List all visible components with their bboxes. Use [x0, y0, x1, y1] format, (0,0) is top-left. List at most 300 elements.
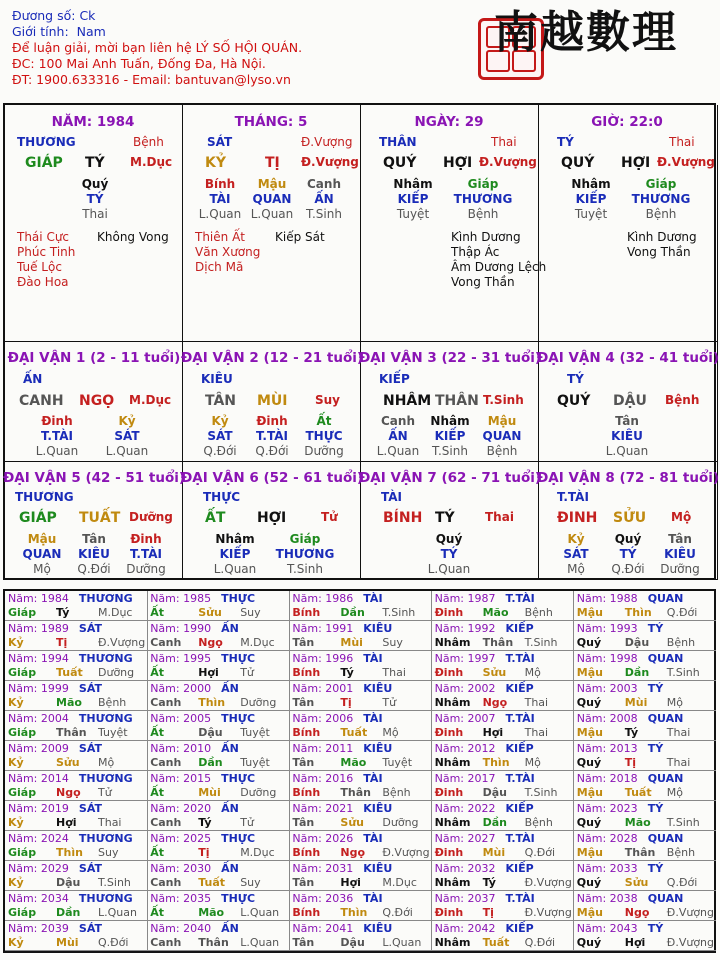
- dai-van-cell: [358, 342, 542, 462]
- year-branch: Tị: [198, 846, 210, 859]
- year-ten-god: ẤN: [221, 622, 239, 635]
- year-label: Năm: 2008: [576, 712, 638, 725]
- year-stage: Mộ: [666, 786, 684, 799]
- hidden-stem: Bính: [204, 177, 236, 191]
- year-stage: Tuyệt: [382, 756, 413, 769]
- year-label: Năm: 2014: [8, 772, 69, 785]
- year-ten-god: T.TÀI: [505, 652, 535, 665]
- year-branch: Mùi: [56, 936, 79, 949]
- growth-stage: Bệnh: [665, 393, 700, 407]
- year-stage: Đ.Vượng: [666, 936, 714, 949]
- year-stage: T.Sinh: [666, 816, 700, 829]
- dai-van-title: ĐẠI VẬN 7 (62 - 71 tuổi): [358, 470, 542, 486]
- year-branch: Hợi: [340, 876, 361, 889]
- year-branch: Mão: [624, 816, 651, 829]
- year-branch: Ngọ: [340, 846, 366, 859]
- earthly-branch: TÝ: [85, 155, 105, 171]
- year-stem: Tân: [292, 936, 315, 949]
- year-ten-god: T.TÀI: [505, 712, 535, 725]
- year-stage: Bệnh: [524, 816, 553, 829]
- year-ten-god: QUAN: [647, 832, 684, 845]
- pillar-cell: [5, 105, 183, 342]
- year-ten-god: KIÊU: [363, 742, 393, 755]
- hidden-god: QUAN: [252, 192, 292, 206]
- contact-line: Để luận giải, mời bạn liên hệ LÝ SỐ HỘI QUÁN.: [12, 40, 303, 55]
- owner-line: Đương số: Ck: [12, 8, 96, 23]
- dai-van-cell: [536, 462, 720, 580]
- year-stage: Q.Đới: [98, 936, 129, 949]
- hidden-stem: Nhâm: [571, 177, 611, 191]
- year-ten-god: THỰC: [221, 652, 256, 665]
- hidden-god: KIẾP: [219, 547, 251, 561]
- year-branch: Tý: [482, 876, 496, 889]
- year-branch: Ngọ: [56, 786, 81, 799]
- heavenly-stem: TÂN: [205, 393, 237, 409]
- year-ten-god: SÁT: [78, 682, 102, 695]
- year-cell: [574, 621, 717, 651]
- hidden-stage: L.Quan: [250, 207, 294, 221]
- year-cell: [147, 651, 290, 681]
- year-label: Năm: 2038: [576, 892, 638, 905]
- hidden-stem: Kỷ: [211, 414, 229, 428]
- year-cell: [432, 741, 575, 771]
- hidden-god: KIÊU: [78, 547, 110, 561]
- year-label: Năm: 2024: [8, 832, 69, 845]
- hidden-god: TÝ: [440, 547, 458, 561]
- hidden-stage: Tuyệt: [574, 207, 608, 221]
- hidden-stem: Giáp: [289, 532, 321, 546]
- year-ten-god: THỰC: [221, 832, 256, 845]
- year-cell: [432, 711, 575, 741]
- star-item: Kình Dương: [627, 230, 697, 244]
- star-item: Âm Dương Lệch: [451, 260, 547, 274]
- year-ten-god: SÁT: [78, 622, 102, 635]
- growth-stage: M.Dục: [129, 393, 172, 407]
- year-stem: Nhâm: [434, 756, 471, 769]
- year-cell: [147, 741, 290, 771]
- year-label: Năm: 2018: [576, 772, 638, 785]
- hidden-stem: Nhâm: [430, 414, 470, 428]
- earthly-branch: HỢI: [257, 510, 287, 526]
- year-stem: Ất: [150, 846, 164, 859]
- year-branch: Mão: [56, 696, 82, 709]
- heavenly-stem: GIÁP: [19, 510, 57, 526]
- star-item: Kiếp Sát: [275, 230, 325, 244]
- dai-van-title: ĐẠI VẬN 8 (72 - 81 tuổi): [536, 470, 720, 486]
- year-branch: Tuất: [482, 936, 510, 949]
- hidden-god: T.TÀI: [256, 429, 288, 443]
- year-cell: [5, 771, 148, 801]
- stage-label: Đ.Vượng: [301, 135, 353, 149]
- year-stage: Thai: [666, 756, 691, 769]
- year-ten-god: KIẾP: [505, 682, 534, 695]
- year-stem: Canh: [150, 876, 182, 889]
- year-cell: [289, 621, 432, 651]
- hidden-stem: Giáp: [467, 177, 499, 191]
- year-ten-god: SÁT: [78, 862, 102, 875]
- star-item: Vong Thần: [451, 275, 515, 289]
- year-stem: Quý: [576, 816, 602, 829]
- year-stem: Đinh: [434, 786, 464, 799]
- year-cell: [289, 711, 432, 741]
- dai-van-cell: [5, 342, 183, 462]
- year-stage: Tuyệt: [240, 726, 270, 739]
- dai-van-cell: [180, 462, 364, 580]
- hidden-stage: T.Sinh: [287, 562, 323, 576]
- year-stem: Mậu: [576, 846, 603, 859]
- year-label: Năm: 2020: [150, 802, 212, 815]
- hidden-stage: Q.Đới: [611, 562, 645, 576]
- pillar-cell: [539, 105, 718, 342]
- earthly-branch: HỢI: [621, 155, 651, 171]
- year-cell: [147, 861, 290, 891]
- year-stem: Canh: [150, 756, 182, 769]
- year-label: Năm: 1998: [576, 652, 638, 665]
- year-stem: Quý: [576, 756, 602, 769]
- year-stem: Kỷ: [8, 696, 24, 709]
- year-cell: [289, 801, 432, 831]
- year-stage: M.Dục: [382, 876, 417, 889]
- year-stem: Canh: [150, 636, 182, 649]
- hidden-stem: Canh: [381, 414, 415, 428]
- hidden-stem: Kỷ: [118, 414, 136, 428]
- year-label: Năm: 1986: [292, 592, 354, 605]
- year-stem: Nhâm: [434, 636, 471, 649]
- year-ten-god: TÝ: [647, 742, 664, 755]
- year-branch: Dần: [56, 906, 81, 919]
- hidden-stage: L.Quan: [105, 444, 149, 458]
- year-stem: Ất: [150, 786, 164, 799]
- year-branch: Tị: [482, 906, 494, 919]
- year-stem: Nhâm: [434, 816, 471, 829]
- year-label: Năm: 2021: [292, 802, 354, 815]
- dai-van-title: ĐẠI VẬN 2 (12 - 21 tuổi): [180, 350, 364, 366]
- year-stem: Đinh: [434, 906, 464, 919]
- year-branch: Ngọ: [198, 636, 223, 649]
- year-ten-god: THƯƠNG: [78, 832, 133, 845]
- year-stage: Thai: [382, 666, 406, 679]
- earthly-branch: TÝ: [435, 510, 455, 526]
- year-ten-god: KIÊU: [363, 922, 393, 935]
- ten-god-label: SÁT: [207, 135, 233, 149]
- year-branch: Sửu: [624, 876, 649, 889]
- year-branch: Mùi: [482, 846, 506, 859]
- year-label: Năm: 1990: [150, 622, 212, 635]
- heavenly-stem: QUÝ: [557, 393, 591, 409]
- year-cell: [432, 621, 575, 651]
- year-stage: Mộ: [524, 666, 541, 679]
- pillar-cell: [183, 105, 361, 342]
- year-stage: M.Dục: [98, 606, 133, 619]
- year-label: Năm: 2007: [434, 712, 496, 725]
- year-cell: [147, 801, 290, 831]
- year-stage: M.Dục: [240, 636, 275, 649]
- pillar-title: NGÀY: 29: [414, 114, 484, 130]
- year-ten-god: TÀI: [363, 592, 383, 605]
- year-ten-god: QUAN: [647, 592, 684, 605]
- hidden-god: THƯƠNG: [631, 192, 691, 206]
- year-stem: Đinh: [434, 606, 464, 619]
- year-ten-god: TÝ: [647, 682, 664, 695]
- year-label: Năm: 1985: [150, 592, 212, 605]
- growth-stage: T.Sinh: [483, 393, 524, 407]
- hidden-stage: Bệnh: [645, 207, 677, 221]
- year-branch: Dậu: [198, 726, 223, 739]
- year-branch: Mão: [198, 906, 225, 919]
- year-cell: [289, 741, 432, 771]
- year-stem: Giáp: [8, 786, 37, 799]
- year-stem: Ất: [150, 666, 164, 679]
- year-cell: [289, 921, 432, 951]
- year-stage: Bệnh: [666, 636, 696, 649]
- year-stem: Giáp: [8, 666, 37, 679]
- year-label: Năm: 2032: [434, 862, 496, 875]
- year-cell: [432, 891, 575, 921]
- chart-header: [12, 8, 302, 88]
- hidden-god: SÁT: [207, 429, 233, 443]
- year-stem: Canh: [150, 696, 182, 709]
- year-branch: Mùi: [340, 636, 363, 649]
- year-label: Năm: 2017: [434, 772, 496, 785]
- pillar-cell: [361, 105, 547, 342]
- year-branch: Dần: [482, 816, 507, 829]
- year-cell: [5, 711, 148, 741]
- year-label: Năm: 2034: [8, 892, 69, 905]
- year-ten-god: KIẾP: [505, 862, 534, 875]
- hidden-stem: Mậu: [257, 177, 287, 191]
- year-stage: Q.Đới: [666, 876, 698, 889]
- ten-god-label: THƯƠNG: [15, 490, 74, 504]
- year-stage: T.Sinh: [524, 636, 558, 649]
- hidden-stem: Nhâm: [393, 177, 433, 191]
- year-stage: L.Quan: [240, 936, 280, 949]
- year-stage: Tử: [240, 816, 254, 829]
- year-stem: Giáp: [8, 726, 37, 739]
- year-label: Năm: 2002: [434, 682, 496, 695]
- heavenly-stem: QUÝ: [561, 155, 595, 171]
- year-cell: [5, 741, 148, 771]
- ten-god-label: THÂN: [379, 135, 417, 149]
- hidden-god: KIẾP: [575, 192, 607, 206]
- year-stem: Canh: [150, 936, 182, 949]
- year-stage: Tuyệt: [240, 756, 270, 769]
- year-ten-god: THỰC: [221, 592, 256, 605]
- earthly-branch: NGỌ: [79, 393, 115, 409]
- year-ten-god: KIẾP: [505, 802, 534, 815]
- year-stage: L.Quan: [382, 936, 422, 949]
- year-cell: [574, 591, 717, 621]
- star-item: Thái Cực: [17, 230, 70, 244]
- year-branch: Tị: [624, 756, 637, 769]
- year-label: Năm: 2019: [8, 802, 69, 815]
- year-stage: Mộ: [666, 696, 684, 709]
- hidden-stem: Ất: [316, 414, 332, 428]
- pillar-title: GIỜ: 22:0: [591, 114, 663, 130]
- chart-grid: [2, 103, 720, 580]
- star-item: Kình Dương: [451, 230, 521, 244]
- year-stage: Suy: [240, 876, 261, 889]
- year-cell: [289, 681, 432, 711]
- year-ten-god: THƯƠNG: [78, 772, 133, 785]
- year-ten-god: KIẾP: [505, 622, 534, 635]
- year-branch: Dần: [198, 756, 223, 769]
- dai-van-title: ĐẠI VẬN 5 (42 - 51 tuổi): [2, 470, 186, 486]
- year-stage: Q.Đới: [524, 936, 556, 949]
- year-cell: [289, 651, 432, 681]
- heavenly-stem: ẤT: [205, 510, 226, 526]
- year-label: Năm: 1984: [8, 592, 69, 605]
- ten-god-label: TÝ: [567, 372, 584, 386]
- year-cell: [5, 621, 148, 651]
- year-label: Năm: 2015: [150, 772, 212, 785]
- year-cell: [5, 651, 148, 681]
- year-stem: Bính: [292, 846, 321, 859]
- hidden-god: THƯƠNG: [275, 547, 335, 561]
- year-branch: Thìn: [56, 846, 83, 859]
- year-branch: Hợi: [56, 816, 77, 829]
- year-stem: Nhâm: [434, 696, 471, 709]
- hidden-stage: Dưỡng: [660, 562, 700, 576]
- heavenly-stem: KỶ: [205, 155, 226, 171]
- year-branch: Sửu: [482, 666, 507, 679]
- star-item: Thập Ác: [451, 245, 500, 259]
- hidden-god: ẤN: [388, 429, 408, 443]
- year-cell: [574, 681, 717, 711]
- hidden-god: TÝ: [619, 547, 637, 561]
- year-stage: Dưỡng: [240, 696, 277, 709]
- year-stem: Bính: [292, 786, 321, 799]
- hidden-stem: Đinh: [41, 414, 73, 428]
- ten-god-label: TÝ: [557, 135, 574, 149]
- year-stem: Đinh: [434, 846, 464, 859]
- year-ten-god: TÝ: [647, 622, 664, 635]
- year-label: Năm: 2025: [150, 832, 212, 845]
- year-ten-god: TÀI: [363, 652, 383, 665]
- hidden-stage: L.Quan: [35, 444, 79, 458]
- star-item: Đào Hoa: [17, 275, 69, 289]
- hidden-god: T.TÀI: [130, 547, 162, 561]
- year-stem: Canh: [150, 816, 182, 829]
- dai-van-title: ĐẠI VẬN 3 (22 - 31 tuổi): [358, 350, 542, 366]
- year-stage: Đ.Vượng: [524, 906, 572, 919]
- year-stem: Tân: [292, 756, 315, 769]
- year-stem: Nhâm: [434, 936, 471, 949]
- year-ten-god: T.TÀI: [505, 772, 535, 785]
- year-stage: Suy: [240, 606, 261, 619]
- hidden-god: KIÊU: [664, 547, 696, 561]
- year-cell: [432, 801, 575, 831]
- hidden-god: THƯƠNG: [453, 192, 513, 206]
- year-stem: Mậu: [576, 666, 603, 679]
- year-ten-god: TÀI: [363, 892, 383, 905]
- year-ten-god: KIÊU: [363, 622, 393, 635]
- hidden-stem: Quý: [614, 532, 642, 546]
- year-branch: Thân: [198, 936, 229, 949]
- year-ten-god: QUAN: [647, 652, 684, 665]
- year-branch: Tuất: [198, 876, 225, 889]
- year-label: Năm: 2026: [292, 832, 354, 845]
- year-ten-god: THỰC: [221, 772, 256, 785]
- year-label: Năm: 1999: [8, 682, 69, 695]
- year-branch: Dần: [624, 666, 650, 679]
- year-label: Năm: 2031: [292, 862, 354, 875]
- earthly-branch: HỢI: [443, 155, 473, 171]
- year-stage: Bệnh: [382, 786, 411, 799]
- hidden-stage: L.Quan: [605, 444, 649, 458]
- year-ten-god: QUAN: [647, 712, 684, 725]
- year-cell: [574, 921, 717, 951]
- hidden-stem: Đinh: [256, 414, 288, 428]
- ten-god-label: TÀI: [381, 490, 403, 504]
- year-stage: T.Sinh: [666, 666, 700, 679]
- stage-label: Thai: [669, 135, 695, 149]
- year-cell: [5, 921, 148, 951]
- year-label: Năm: 1991: [292, 622, 354, 635]
- hidden-god: KIẾP: [397, 192, 429, 206]
- year-branch: Hợi: [198, 666, 219, 679]
- hidden-stem: Đinh: [130, 532, 162, 546]
- hidden-stem: Mậu: [27, 532, 57, 546]
- year-label: Năm: 2029: [8, 862, 69, 875]
- year-ten-god: ẤN: [221, 862, 239, 875]
- growth-stage: Đ.Vượng: [479, 155, 537, 169]
- star-item: Dịch Mã: [195, 260, 244, 274]
- star-item: Tuế Lộc: [17, 260, 62, 274]
- year-stem: Mậu: [576, 906, 603, 919]
- year-branch: Mùi: [198, 786, 221, 799]
- year-stem: Giáp: [8, 906, 37, 919]
- year-branch: Thân: [624, 846, 656, 859]
- year-cell: [147, 711, 290, 741]
- year-cell: [432, 921, 575, 951]
- growth-stage: Đ.Vượng: [657, 155, 715, 169]
- growth-stage: Thai: [485, 510, 514, 524]
- year-ten-god: T.TÀI: [505, 892, 535, 905]
- year-stage: Q.Đới: [666, 606, 698, 619]
- hidden-stage: L.Quan: [427, 562, 471, 576]
- dai-van-cell: [2, 462, 186, 580]
- year-label: Năm: 2030: [150, 862, 212, 875]
- year-stem: Bính: [292, 666, 321, 679]
- hidden-stem: Tân: [615, 414, 639, 428]
- year-stem: Ất: [150, 726, 164, 739]
- heavenly-stem: CANH: [19, 393, 64, 409]
- hidden-stage: Tuyệt: [396, 207, 430, 221]
- year-cell: [432, 771, 575, 801]
- year-ten-god: TÝ: [647, 922, 664, 935]
- year-stage: Mộ: [524, 756, 541, 769]
- year-stem: Mậu: [576, 726, 603, 739]
- dai-van-cell: [180, 342, 364, 462]
- heavenly-stem: ĐINH: [557, 510, 598, 526]
- year-cell: [147, 921, 290, 951]
- year-stem: Ất: [150, 606, 164, 619]
- year-stage: M.Dục: [240, 846, 275, 859]
- year-stage: Q.Đới: [524, 846, 556, 859]
- year-ten-god: TÝ: [647, 862, 664, 875]
- year-label: Năm: 1989: [8, 622, 69, 635]
- year-stage: Bệnh: [524, 606, 553, 619]
- year-branch: Thân: [56, 726, 87, 739]
- year-ten-god: THỰC: [221, 892, 256, 905]
- hidden-stage: Q.Đới: [255, 444, 289, 458]
- year-label: Năm: 2005: [150, 712, 212, 725]
- star-item: Phúc Tinh: [17, 245, 76, 259]
- year-branch: Sửu: [56, 756, 80, 769]
- year-ten-god: TÀI: [363, 712, 383, 725]
- pillar-title: NĂM: 1984: [51, 114, 135, 130]
- year-stage: Đ.Vượng: [382, 846, 430, 859]
